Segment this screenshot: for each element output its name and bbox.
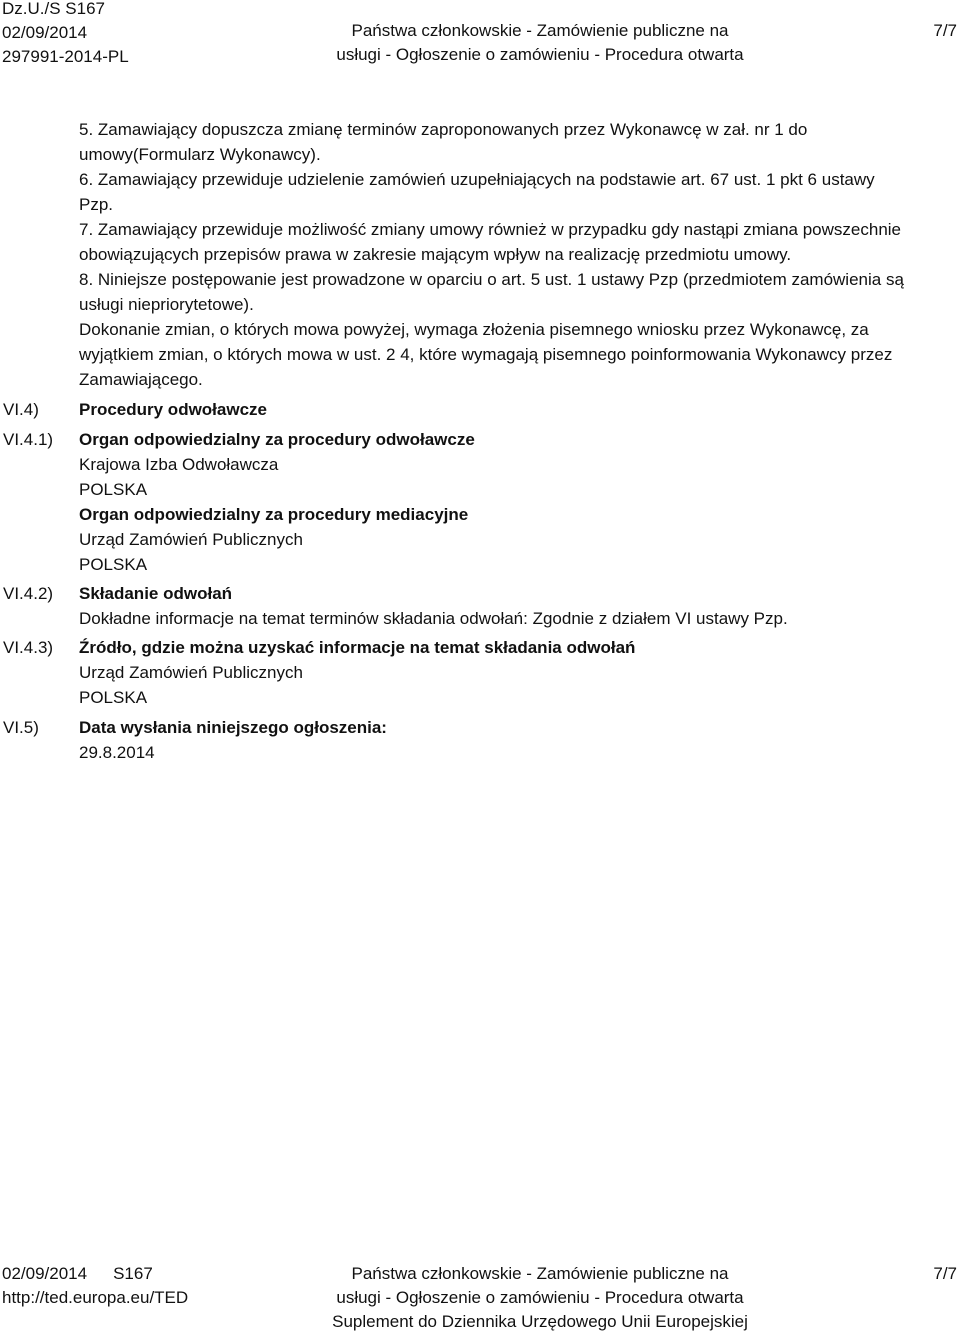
footer-issue: S167: [113, 1264, 153, 1283]
review-body-country: POLSKA: [79, 480, 148, 499]
header-title-line2: usługi - Ogłoszenie o zamówieniu - Procedura otwarta: [336, 45, 744, 64]
footer-title: [0, 1262, 960, 1334]
section-number-vi4: VI.4): [3, 400, 39, 419]
document-id: 297991-2014-PL: [2, 47, 129, 66]
body-line: obowiązujących przepisów prawa w zakresie mającym wpływ na realizację przedmiotu umowy.: [79, 245, 792, 264]
section-heading: Źródło, gdzie można uzyskać informacje na temat składania odwołań: [79, 638, 636, 657]
body-line: Pzp.: [79, 195, 114, 214]
review-body-name: Krajowa Izba Odwoławcza: [79, 455, 279, 474]
footer-line1: Państwa członkowskie - Zamówienie publiczne na: [351, 1264, 729, 1283]
body-line: 6. Zamawiający przewiduje udzielenie zamówień uzupełniających na podstawie art. 67 ust. 1 pkt 6 ustawy: [79, 170, 875, 189]
header-title-line1: Państwa członkowskie - Zamówienie publiczne na: [351, 21, 729, 40]
section-heading: Organ odpowiedzialny za procedury odwoławcze: [79, 430, 475, 449]
info-source-country: POLSKA: [79, 688, 148, 707]
section-vi5: [79, 716, 387, 766]
footer-url[interactable]: http://ted.europa.eu/TED: [2, 1288, 189, 1307]
body-line: usługi niepriorytetowe).: [79, 295, 254, 314]
section-vi4: [79, 398, 267, 423]
body-line: 5. Zamawiający dopuszcza zmianę terminów zaproponowanych przez Wykonawcę w zał. nr 1 do: [79, 120, 808, 139]
footer-line3: Suplement do Dziennika Urzędowego Unii Europejskiej: [332, 1312, 748, 1331]
footer-page-number: 7/7: [933, 1264, 957, 1283]
section-heading: Procedury odwoławcze: [79, 400, 267, 419]
section-number-vi43: VI.4.3): [3, 638, 54, 657]
mediation-body-name: Urząd Zamówień Publicznych: [79, 530, 303, 549]
appeal-info-text: Dokładne informacje na temat terminów składania odwołań: Zgodnie z działem VI ustawy Pzp.: [79, 609, 788, 628]
info-source-name: Urząd Zamówień Publicznych: [79, 663, 303, 682]
section-number-vi41: VI.4.1): [3, 430, 54, 449]
dispatch-date: 29.8.2014: [79, 743, 155, 762]
header-page-number: 7/7: [933, 21, 957, 40]
journal-ref: Dz.U./S S167: [2, 0, 105, 18]
section-number-vi5: VI.5): [3, 718, 39, 737]
body-line: Zamawiającego.: [79, 370, 203, 389]
section-number-vi42: VI.4.2): [3, 584, 54, 603]
body-line: 7. Zamawiający przewiduje możliwość zmiany umowy również w przypadku gdy nastąpi zmiana powszechnie: [79, 220, 902, 239]
section-vi42: [79, 582, 788, 632]
body-line: umowy(Formularz Wykonawcy).: [79, 145, 321, 164]
footer-date: 02/09/2014: [2, 1264, 88, 1283]
header-date: 02/09/2014: [2, 23, 88, 42]
body-line: wyjątkiem zmian, o których mowa w ust. 2 4, które wymagają pisemnego poinformowania Wykonawcy przez: [79, 345, 893, 364]
additional-info-text: [79, 118, 949, 393]
body-line: Dokonanie zmian, o których mowa powyżej, wymaga złożenia pisemnego wniosku przez Wykonawcę, za: [79, 320, 869, 339]
section-vi41: [79, 428, 475, 578]
section-vi43: [79, 636, 635, 711]
footer-line2: usługi - Ogłoszenie o zamówieniu - Procedura otwarta: [336, 1288, 744, 1307]
mediation-body-country: POLSKA: [79, 555, 148, 574]
section-heading: Data wysłania niniejszego ogłoszenia:: [79, 718, 387, 737]
mediation-heading: Organ odpowiedzialny za procedury mediacyjne: [79, 505, 469, 524]
body-line: 8. Niniejsze postępowanie jest prowadzone w oparciu o art. 5 ust. 1 ustawy Pzp (przedmiotem zamówienia są: [79, 270, 904, 289]
section-heading: Składanie odwołań: [79, 584, 233, 603]
header-title: [0, 19, 960, 67]
